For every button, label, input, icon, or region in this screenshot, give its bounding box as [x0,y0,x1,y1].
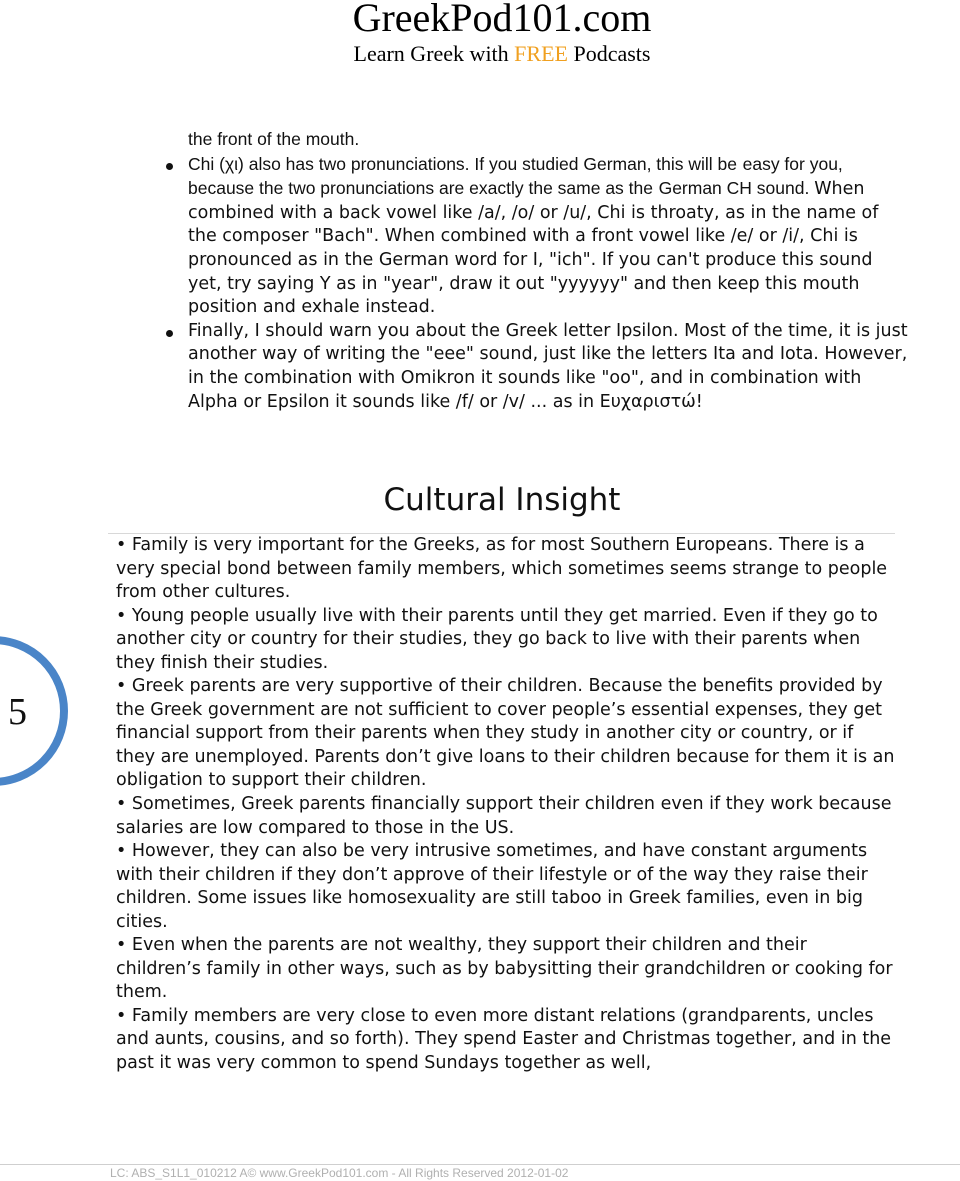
ipsilon-description: Finally, I should warn you about the Greek letter Ipsilon. Most of the time, it is just another way of writing the "eee" sound, just like the letters Ita and Iota. However, in the combination with Omikron it sounds like "oo", and in combination with Alpha or Epsilon it sounds like /f/ or /v/ ... as in Ευχαριστώ! [188,320,908,412]
tagline-start: Learn Greek with [353,41,515,66]
list-item-chi [188,153,908,320]
insight-paragraph: • Sometimes, Greek parents financially support their children even if they work because salaries are low compared to those in the US. [116,794,892,838]
continuation-text: the front of the mouth. [188,129,360,149]
list-item-continuation [188,128,908,153]
section-title: Cultural Insight [383,482,621,518]
bullet-icon [166,330,173,337]
site-tagline [0,41,960,67]
footer-copyright: LC: ABS_S1L1_010212 A© www.GreekPod101.com - All Rights Reserved 2012-01-02 [110,1166,569,1180]
chi-intro-line-1: Chi (χι) also has two pronunciations. If you studied German, this will be [188,153,738,174]
chi-description: When combined with a back vowel like /a/, /o/ or /u/, Chi is throaty, as in the name of the composer "Bach". When combined with a front vowel like /e/ or /i/, Chi is pronounced as in the German word for I, "ich". If you can't produce this sound yet, try saying Y as in "year", draw it out "yyyyyy" and then keep this mouth position and exhale instead. [188,179,879,318]
bullet-icon [166,163,173,170]
cultural-insight-body [116,534,896,1076]
insight-paragraph: • However, they can also be very intrusive sometimes, and have constant arguments with their children if they don’t approve of their lifestyle or of the way they raise their children. Some issues like homosexuality are still taboo in Greek families, even in big cities. [116,841,868,932]
insight-paragraph: • Even when the parents are not wealthy, they support their children and their children’s family in other ways, such as by babysitting their grandchildren or cooking for them. [116,935,893,1003]
insight-paragraph: • Greek parents are very supportive of their children. Because the benefits provided by the Greek government are not sufficient to cover people’s essential expenses, they get financial support from their parents when they study in another city or country, or if they are unemployed. Parents don’t give loans to their children because for them it is an obligation to support their children. [116,676,895,791]
insight-paragraph: • Family members are very close to even more distant relations (grandparents, uncles and aunts, cousins, and so forth). They spend Easter and Christmas together, and in the past it was very common to spend Sundays together as well, [116,1005,892,1074]
pronunciation-notes [188,128,908,414]
chi-intro-line-2: easy for you, because the two pronunciations are exactly the same as the [188,153,843,199]
site-title: GreekPod101.com [352,0,652,40]
tagline-end: Podcasts [567,41,651,66]
insight-paragraph: • Young people usually live with their parents until they get married. Even if they go to another city or country for their studies, they go back to live with their parents when they finish their studies. [116,605,878,673]
insight-paragraph: • Family is very important for the Greeks, as for most Southern Europeans. There is a very special bond between family members, which sometimes seems strange to people from other cultures. [116,535,888,603]
chi-intro-line-3: German CH sound. [658,178,815,199]
list-item-ipsilon [188,320,908,414]
page-number: 5 [8,691,27,733]
footer-divider [0,1164,960,1165]
tagline-free: FREE [514,41,568,66]
